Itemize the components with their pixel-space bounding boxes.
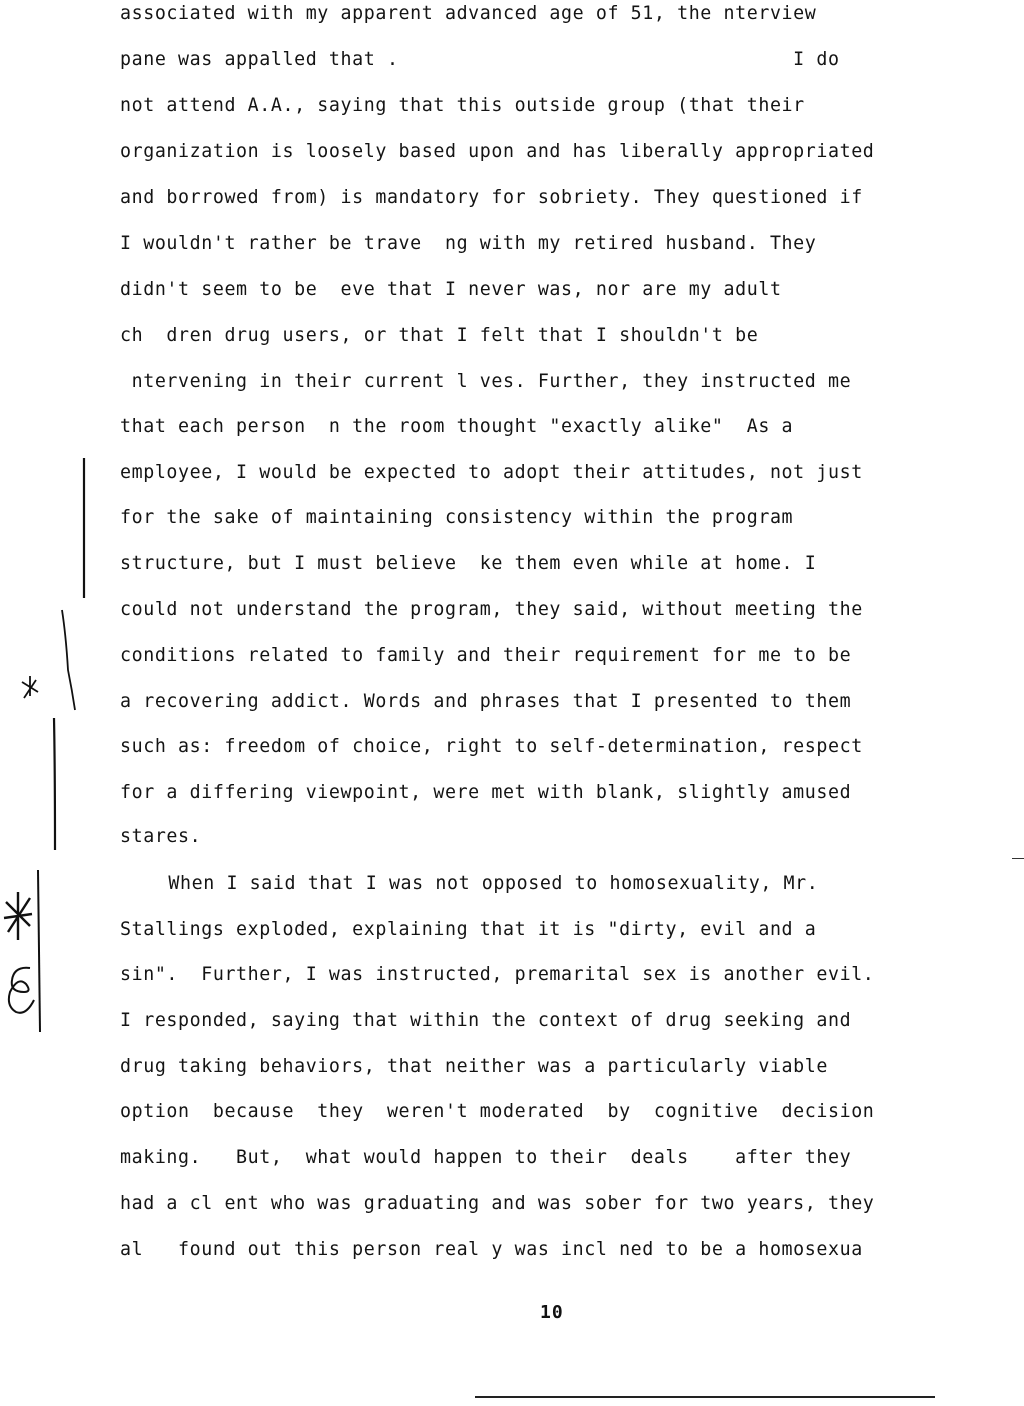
edge-tick-mark xyxy=(1012,858,1024,859)
text-line-22: sin". Further, I was instructed, premarital sex is another evil. xyxy=(120,964,875,985)
text-line-21: Stallings exploded, explaining that it is "dirty, evil and a xyxy=(120,919,817,940)
text-line-9: ntervening in their current l ves. Further, they instructed me xyxy=(120,371,852,392)
text-line-6: I wouldn't rather be trave ng with my retired husband. They xyxy=(120,233,817,254)
margin-line-mark-2 xyxy=(54,718,55,850)
asterisk-mark-small xyxy=(22,676,38,698)
footer-rule xyxy=(475,1396,935,1398)
text-line-26: making. But, what would happen to their deals after they xyxy=(120,1147,852,1168)
text-line-3: not attend A.A., saying that this outside group (that their xyxy=(120,95,805,116)
text-line-17: such as: freedom of choice, right to self-determination, respect xyxy=(120,736,863,757)
text-line-28: al found out this person real y was incl ned to be a homosexua xyxy=(120,1239,863,1260)
text-line-19: stares. xyxy=(120,826,202,847)
text-line-11: employee, I would be expected to adopt their attitudes, not just xyxy=(120,462,863,483)
text-line-16: a recovering addict. Words and phrases that I presented to them xyxy=(120,691,852,712)
margin-line-mark-3 xyxy=(38,870,40,1032)
text-line-13: structure, but I must believe ke them even while at home. I xyxy=(120,553,817,574)
text-line-24: drug taking behaviors, that neither was a particularly viable xyxy=(120,1056,828,1077)
text-line-4: organization is loosely based upon and has liberally appropriated xyxy=(120,141,875,162)
page-number: 10 xyxy=(540,1302,564,1323)
ampersand-mark xyxy=(9,968,34,1013)
asterisk-mark-large xyxy=(4,892,32,940)
text-line-14: could not understand the program, they said, without meeting the xyxy=(120,599,863,620)
text-line-2: pane was appalled that . I do xyxy=(120,49,840,70)
text-line-10: that each person n the room thought "exactly alike" As a xyxy=(120,416,794,437)
text-line-25: option because they weren't moderated by cognitive decision xyxy=(120,1101,875,1122)
text-line-23: I responded, saying that within the context of drug seeking and xyxy=(120,1010,852,1031)
text-line-1: associated with my apparent advanced age of 51, the nterview xyxy=(120,3,817,24)
margin-annotations xyxy=(0,440,110,1040)
text-line-15: conditions related to family and their requirement for me to be xyxy=(120,645,852,666)
text-line-7: didn't seem to be eve that I never was, nor are my adult xyxy=(120,279,782,300)
text-line-27: had a cl ent who was graduating and was sober for two years, they xyxy=(120,1193,875,1214)
text-line-12: for the sake of maintaining consistency within the program xyxy=(120,507,794,528)
text-line-8: ch dren drug users, or that I felt that I shouldn't be xyxy=(120,325,759,346)
text-line-18: for a differing viewpoint, were met with blank, slightly amused xyxy=(120,782,852,803)
text-line-5: and borrowed from) is mandatory for sobriety. They questioned if xyxy=(120,187,863,208)
margin-bracket-mark xyxy=(62,610,75,710)
text-line-20: When I said that I was not opposed to homosexuality, Mr. xyxy=(122,873,819,894)
